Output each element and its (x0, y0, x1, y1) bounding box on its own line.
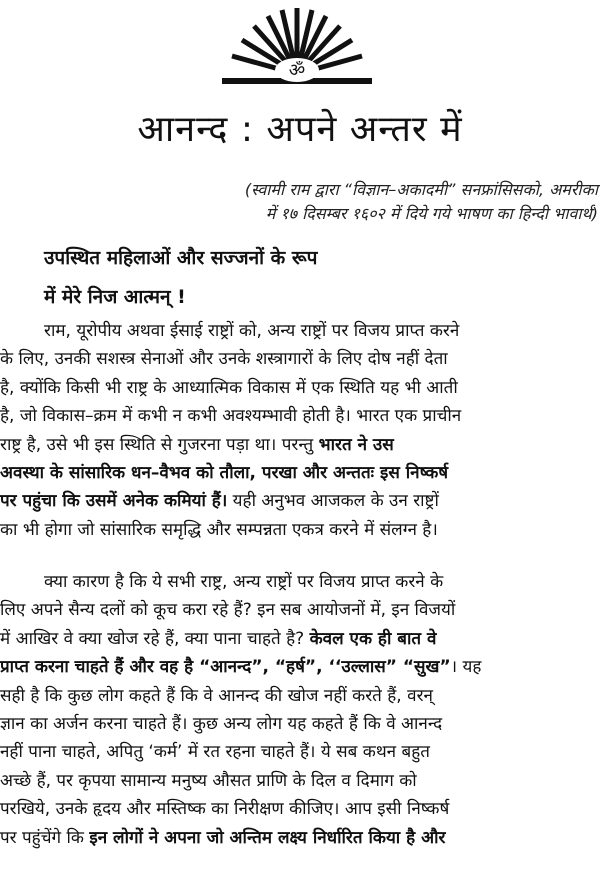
paragraph-1-line-4: है, जो विकास–क्रम में कभी न कभी अवश्यम्भावी होती है। भारत एक प्राचीन (0, 406, 462, 427)
bold-text-run: भारत ने उस (318, 434, 394, 455)
paragraph-2-line-9: परखिये, उनके हृदय और मस्तिष्क का निरीक्षण कीजिए। आप इसी निष्कर्ष (0, 799, 450, 820)
paragraph-1-line-2: के लिए, उनकी सशस्त्र सेनाओं और उनके शस्त्रागारों के लिए दोष नहीं देता (0, 349, 448, 370)
paragraph-2-line-3 (0, 625, 594, 653)
paragraph-1-line-1: राम, यूरोपीय अथवा ईसाई राष्ट्रों को, अन्य राष्ट्रों पर विजय प्राप्त करने (44, 321, 460, 341)
text-run: राष्ट्र है, उसे भी इस स्थिति से गुजरना पड़ा था। परन्तु (0, 434, 319, 455)
paragraph-1 (0, 317, 594, 544)
greeting-line-2: में मेरे निज आत्मन् ! (44, 286, 186, 308)
paragraph-2-line-4 (0, 653, 594, 681)
text-run: पर पहुंचेंगे कि (0, 827, 90, 848)
paragraph-1-line-8: का भी होगा जो सांसारिक समृद्धि और सम्पन्नता एकत्र करने में संलग्न है। (0, 519, 438, 540)
paragraph-1-line-7 (0, 487, 594, 515)
bold-text-run: प्राप्त करना चाहते हैं और वह है “आनन्द”, “हर्ष”, ‘‘उल्लास” “सुख” (0, 657, 451, 678)
paragraph-2-line-10 (0, 824, 594, 852)
paragraph-2 (0, 568, 594, 852)
paragraph-2-line-5: सही है कि कुछ लोग कहते हैं कि वे आनन्द की खोज नहीं करते हैं, वरन् (0, 685, 433, 706)
text-run: में आखिर वे क्या खोज रहे हैं, क्या पाना चाहते है? (0, 628, 310, 649)
page-title: आनन्द : अपने अन्तर में (137, 109, 463, 150)
subtitle-line-1: (स्वामी राम द्वारा “विज्ञान–अकादमी” सनफ्रांसिसको, अमरीका (244, 180, 598, 199)
paragraph-1-line-6: अवस्था के सांसारिक धन–वैभव को तौला, परखा और अन्ततः इस निष्कर्ष (0, 463, 449, 484)
om-glyph: ॐ (288, 60, 306, 81)
text-run: । यह (450, 657, 482, 678)
paragraph-2-line-8: अच्छे हैं, पर कृपया सामान्य मनुष्य औसत प्राणि के दिल व दिमाग को (0, 770, 417, 791)
paragraph-1-line-3: है, क्योंकि किसी भी राष्ट्र के आध्यात्मिक विकास में एक स्थिति यह भी आती (0, 377, 458, 398)
greeting-line-1: उपस्थित महिलाओं और सज्जनों के रूप (44, 247, 318, 269)
paragraph-2-line-7: नहीं पाना चाहते, अपितु ‘कर्म’ में रत रहना चाहते हैं। ये सब कथन बहुत (0, 742, 430, 763)
bold-text-run: इन लोगों ने अपना जो अन्तिम लक्ष्य निर्धारित किया है और (89, 827, 446, 848)
paragraph-2-line-1: क्या कारण है कि ये सभी राष्ट्र, अन्य राष्ट्रों पर विजय प्राप्त करने के (44, 572, 444, 592)
paragraph-2-line-2: लिए अपने सैन्य दलों को कूच करा रहे हैं? इन सब आयोजनों में, इन विजयों (0, 600, 456, 621)
paragraph-2-line-6: ज्ञान का अर्जन करना चाहते हैं। कुछ अन्य लोग यह कहते हैं कि वे आनन्द (0, 714, 443, 735)
bold-text-run: पर पहुंचा कि उसमें अनेक कमियां हैं। (0, 491, 228, 512)
paragraph-1-line-5 (0, 431, 594, 459)
sun-om-emblem-icon (222, 4, 372, 88)
subtitle-note (78, 178, 598, 226)
text-run: यही अनुभव आजकल के उन राष्ट्रों (227, 491, 439, 512)
bold-text-run: केवल एक ही बात वे (309, 628, 437, 649)
subtitle-line-2: में १७ दिसम्बर १६०२ में दिये गये भाषण का हिन्दी भावार्थ) (265, 204, 598, 223)
